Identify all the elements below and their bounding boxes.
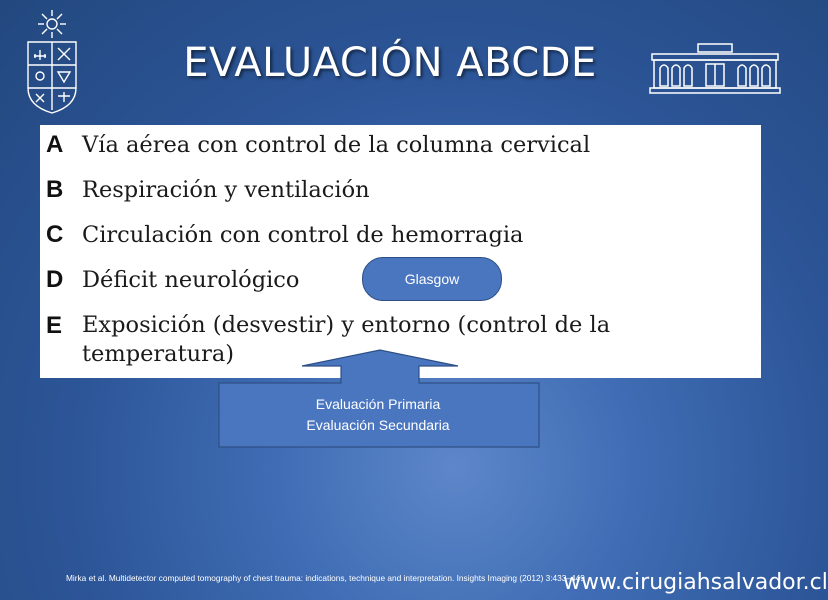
abcde-text: Circulación con control de hemorragia (82, 222, 524, 248)
abcde-panel (40, 125, 761, 378)
abcde-text: Vía aérea con control de la columna cervical (82, 132, 591, 158)
abcde-letter: A (46, 131, 64, 158)
citation-text: Mirka et al. Multidetector computed tomography of chest trauma: indications, technique and interpretation. Insights Imaging (2012) 3:433–449 (66, 573, 585, 583)
website-url: www.cirugiahsalvador.cl (563, 570, 828, 595)
abcde-text: Exposición (desvestir) y entorno (control de la temperatura) (82, 312, 611, 367)
abcde-letter: B (46, 176, 64, 203)
evaluation-callout (218, 385, 538, 445)
abcde-text: Respiración y ventilación (82, 177, 370, 203)
abcde-text: Déficit neurológico (82, 267, 300, 293)
slide-title: EVALUACIÓN ABCDE (183, 40, 597, 86)
abcde-letter: E (46, 312, 63, 339)
building-facade-icon (650, 42, 780, 94)
glasgow-callout: Glasgow (362, 257, 502, 301)
evaluation-primary-label: Evaluación Primaria (315, 396, 441, 412)
university-crest-icon (22, 10, 82, 114)
abcde-letter: D (46, 266, 64, 293)
evaluation-secondary-label: Evaluación Secundaria (306, 417, 450, 433)
abcde-letter: C (46, 221, 64, 248)
